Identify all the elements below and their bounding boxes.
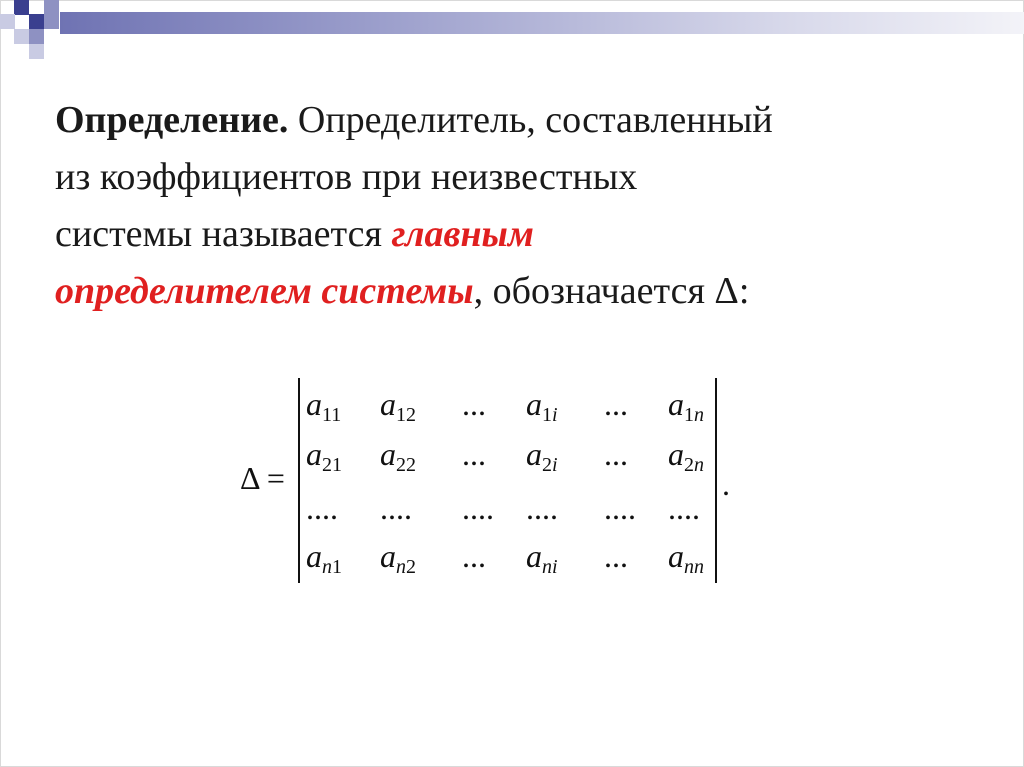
matrix-cell: $a_{1n}$ — [668, 386, 704, 426]
matrix-cell: .... — [380, 490, 412, 526]
matrix-cell: .... — [668, 490, 700, 526]
definition-term: Определение. — [55, 99, 289, 141]
determinant-left-bar — [298, 378, 300, 583]
corner-square — [0, 14, 15, 29]
corner-square — [14, 0, 29, 15]
determinant-right-bar — [715, 378, 717, 583]
matrix-cell: .... — [526, 490, 558, 526]
definition-paragraph — [55, 92, 955, 320]
matrix-cell: $a_{2n}$ — [668, 436, 704, 476]
matrix-cell: $a_{21}$ — [306, 436, 342, 476]
title-gradient-bar — [60, 12, 1024, 34]
matrix-cell: .... — [604, 490, 636, 526]
matrix-cell: $a_{2i}$ — [526, 436, 558, 476]
matrix-cell: $a_{ni}$ — [526, 538, 558, 578]
matrix-cell: ... — [462, 386, 486, 422]
corner-square — [29, 44, 44, 59]
formula-period: . — [722, 466, 730, 502]
matrix-cell: ... — [462, 436, 486, 472]
matrix-cell: ... — [462, 538, 486, 574]
matrix-cell: ... — [604, 436, 628, 472]
key-term: главным — [391, 213, 534, 255]
corner-square — [14, 29, 29, 44]
key-term: определителем системы — [55, 270, 474, 312]
matrix-cell: .... — [306, 490, 338, 526]
definition-text: , обозначается Δ: — [473, 270, 750, 312]
corner-square — [29, 29, 44, 44]
matrix-cell: .... — [462, 490, 494, 526]
corner-square — [29, 14, 44, 29]
matrix-cell: $a_{22}$ — [380, 436, 416, 476]
definition-text: Определитель, составленный — [288, 99, 773, 141]
definition-text: из коэффициентов при неизвестных — [55, 156, 638, 198]
matrix-cell: $a_{nn}$ — [668, 538, 704, 578]
matrix-cell: $a_{n2}$ — [380, 538, 416, 578]
matrix-cell: $a_{11}$ — [306, 386, 342, 426]
formula-lhs: Δ = — [240, 460, 285, 496]
matrix-cell: ... — [604, 386, 628, 422]
definition-text: системы называется — [55, 213, 392, 255]
corner-square — [44, 0, 59, 15]
matrix-cell: $a_{n1}$ — [306, 538, 342, 578]
matrix-cell: $a_{12}$ — [380, 386, 416, 426]
matrix-cell: ... — [604, 538, 628, 574]
corner-square — [44, 14, 59, 29]
matrix-cell: $a_{1i}$ — [526, 386, 558, 426]
